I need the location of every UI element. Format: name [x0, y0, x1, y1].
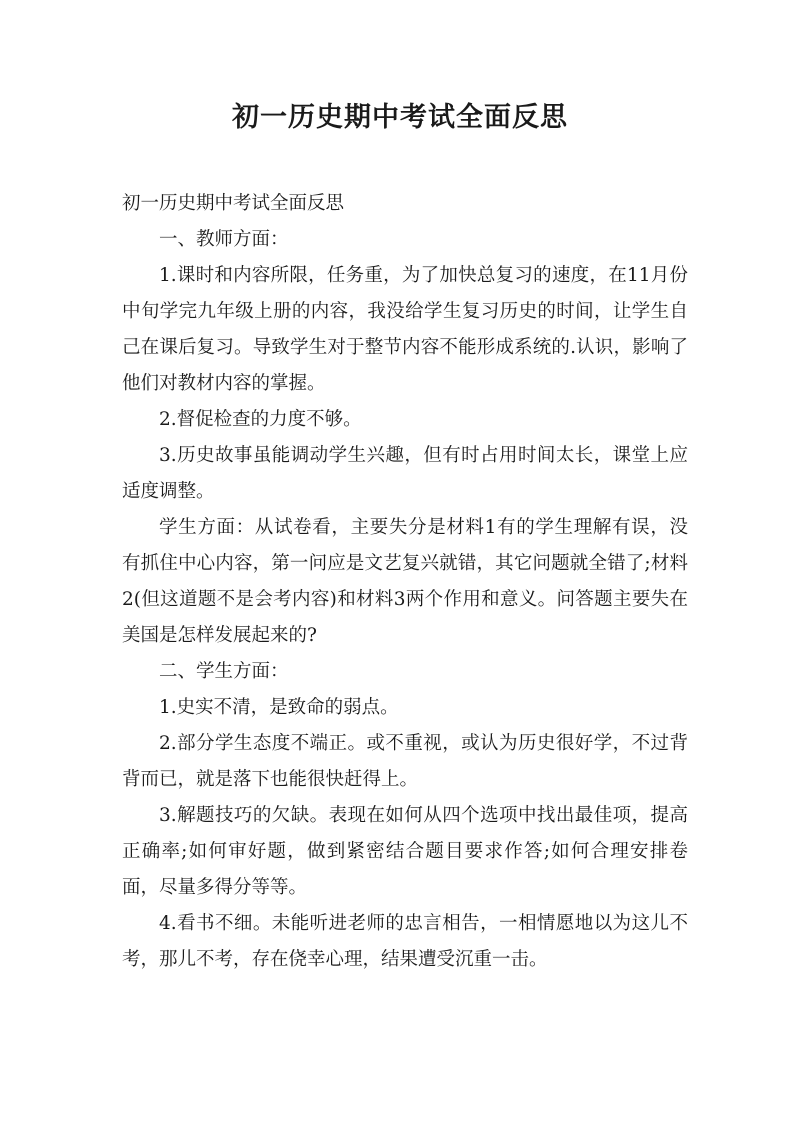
- section-heading-teacher: 一、教师方面：: [159, 229, 289, 250]
- section-heading-student: 二、学生方面：: [159, 661, 289, 682]
- document-body: [122, 186, 688, 978]
- paragraph-teacher-point-3: 3.历史故事虽能调动学生兴趣，但有时占用时间太长，课堂上应适度调整。: [122, 445, 688, 502]
- paragraph-teacher-point-2: 2.督促检查的力度不够。: [159, 409, 362, 430]
- paragraph-student-point-4: 4.看书不细。未能听进老师的忠言相告，一相情愿地以为这儿不考，那儿不考，存在侥幸心理，结果遭受沉重一击。: [122, 913, 688, 970]
- paragraph-student-point-3: 3.解题技巧的欠缺。表现在如何从四个选项中找出最佳项，提高正确率;如何审好题，做到紧密结合题目要求作答;如何合理安排卷面，尽量多得分等等。: [122, 805, 688, 898]
- document-title: 初一历史期中考试全面反思: [232, 102, 568, 133]
- paragraph-student-point-1: 1.史实不清，是致命的弱点。: [159, 697, 399, 718]
- paragraph-subtitle: 初一历史期中考试全面反思: [122, 193, 345, 214]
- paragraph-student-point-2: 2.部分学生态度不端正。或不重视，或认为历史很好学，不过背背而已，就是落下也能很快赶得上。: [122, 733, 688, 790]
- paragraph-student-exam-analysis: 学生方面：从试卷看，主要失分是材料1有的学生理解有误，没有抓住中心内容，第一问应是文艺复兴就错，其它问题就全错了;材料2(但这道题不是会考内容)和材料3两个作用和意义。问答题主要失在美国是怎样发展起来的?: [122, 517, 688, 646]
- paragraph-teacher-point-1: 1.课时和内容所限，任务重，为了加快总复习的速度，在11月份中旬学完九年级上册的内容，我没给学生复习历史的时间，让学生自己在课后复习。导致学生对于整节内容不能形成系统的.认识，影响了他们对教材内容的掌握。: [122, 265, 688, 394]
